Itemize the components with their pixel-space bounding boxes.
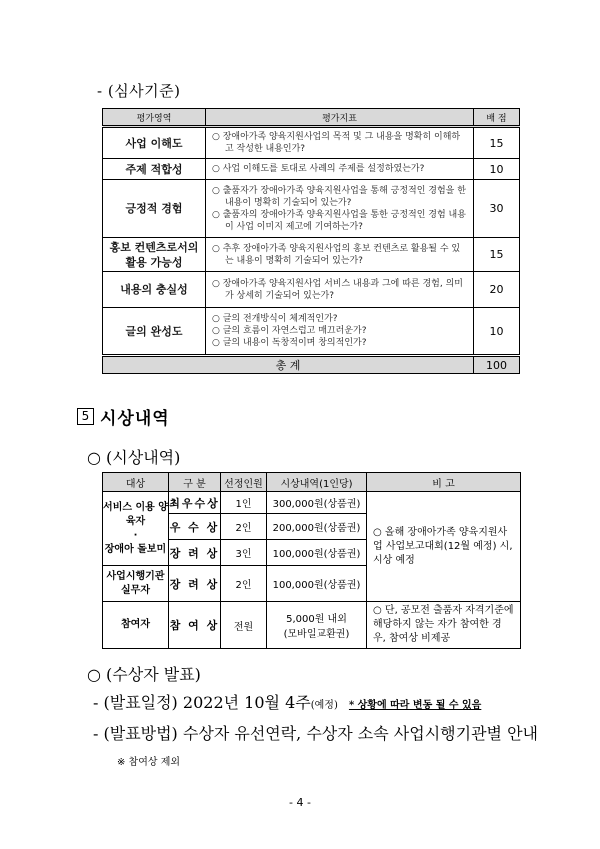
score-cell: 10 xyxy=(474,308,520,356)
target-line: 참여자 xyxy=(121,619,150,630)
awards-heading: ○ (시상내역) xyxy=(87,448,181,467)
category-cell: 최우수상 xyxy=(169,492,221,514)
date-suffix: (예정) xyxy=(310,700,338,711)
section-title: 시상내역 xyxy=(100,409,170,429)
indicator-cell xyxy=(206,272,474,308)
prize-cell xyxy=(267,602,367,649)
participant-note-cell: ○ 단, 공모전 출품자 자격기준에 해당하지 않는 자가 참여한 경우, 참여상 비제공 xyxy=(367,602,521,649)
indicator-item: ○ 사업 이해도를 토대로 사례의 주제를 설정하였는가? xyxy=(212,164,425,174)
total-score: 100 xyxy=(474,356,520,374)
indicator-cell xyxy=(206,308,474,356)
score-cell: 15 xyxy=(474,238,520,272)
target-cell xyxy=(103,566,169,602)
target-cell xyxy=(103,492,169,566)
page-number: - 4 - xyxy=(289,796,311,809)
date-note: * 상황에 따라 변동 될 수 있음 xyxy=(348,700,482,711)
category-cell: 장 려 상 xyxy=(169,540,221,566)
indicator-item: ○ 장애아가족 양육지원사업 서비스 내용과 그에 따른 경험, 의미가 상세히 기술되어 있는가? xyxy=(212,278,463,301)
indicator-item: ○ 글의 흐름이 자연스럽고 매끄러운가? xyxy=(212,326,367,336)
header-indicator: 평가지표 xyxy=(206,109,474,127)
indicator-item: ○ 출품자가 장애아가족 양육지원사업을 통해 긍정적인 경험을 한 내용이 명확히 기술되어 있는가? xyxy=(212,185,466,208)
header-prize: 시상내역(1인당) xyxy=(267,473,367,492)
category-cell: 우 수 상 xyxy=(169,514,221,540)
date-label: - (발표일정) xyxy=(93,693,178,712)
date-value: 2022년 10월 4주 xyxy=(182,693,311,712)
total-row xyxy=(103,356,520,374)
criteria-heading: - (심사기준) xyxy=(97,82,181,100)
category-cell: 참 여 상 xyxy=(169,602,221,649)
header-target: 대상 xyxy=(103,473,169,492)
section-number-box: 5 xyxy=(77,408,94,425)
note-cell: ○ 올해 장애아가족 양육지원사업 사업보고대회(12월 예정) 시, 시상 예정 xyxy=(367,492,521,602)
target-line: · xyxy=(133,529,138,541)
awards-table xyxy=(102,472,521,649)
prize-line: 5,000원 내외 xyxy=(286,614,347,625)
table-row xyxy=(103,180,520,238)
indicator-item: ○ 글의 내용이 독창적이며 창의적인가? xyxy=(212,338,367,348)
header-score: 배 점 xyxy=(474,109,520,127)
area-cell: 홍보 컨텐츠로서의 활용 가능성 xyxy=(103,238,206,272)
total-label: 총 계 xyxy=(103,356,474,374)
target-cell xyxy=(103,602,169,649)
table-row xyxy=(103,602,521,649)
score-cell: 30 xyxy=(474,180,520,238)
target-line: 서비스 이용 양육자 xyxy=(103,501,168,527)
announce-date-line xyxy=(93,690,481,713)
count-cell: 3인 xyxy=(221,540,267,566)
area-cell: 주제 적합성 xyxy=(103,159,206,180)
table-row xyxy=(103,308,520,356)
prize-cell: 100,000원(상품권) xyxy=(267,566,367,602)
indicator-item: ○ 출품자의 장애아가족 양육지원사업을 통한 긍정적인 경험 내용이 사업 이미지 제고에 기여하는가? xyxy=(212,209,466,232)
target-line: 사업시행기관 xyxy=(106,570,165,582)
count-cell: 2인 xyxy=(221,566,267,602)
prize-cell: 100,000원(상품권) xyxy=(267,540,367,566)
score-cell: 20 xyxy=(474,272,520,308)
section-5-heading xyxy=(77,404,170,429)
criteria-header-row xyxy=(103,109,520,127)
table-row xyxy=(103,127,520,159)
criteria-table xyxy=(102,108,520,374)
indicator-item: ○ 장애아가족 양육지원사업의 목적 및 그 내용을 명확히 이해하고 작성한 내용인가? xyxy=(212,132,461,154)
score-cell: 10 xyxy=(474,159,520,180)
count-cell: 2인 xyxy=(221,514,267,540)
prize-cell: 300,000원(상품권) xyxy=(267,492,367,514)
indicator-cell xyxy=(206,159,474,180)
target-line: 장애아 돌보미 xyxy=(104,543,167,555)
area-cell: 긍정적 경험 xyxy=(103,180,206,238)
prize-cell: 200,000원(상품권) xyxy=(267,514,367,540)
table-row xyxy=(103,272,520,308)
indicator-item: ○ 추후 장애아가족 양육지원사업의 홍보 컨텐츠로 활용될 수 있는 내용이 명확히 기술되어 있는가? xyxy=(212,243,461,266)
method-label: - (발표방법) xyxy=(93,724,178,743)
count-cell: 1인 xyxy=(221,492,267,514)
header-area: 평가영역 xyxy=(103,109,206,127)
header-note: 비 고 xyxy=(367,473,521,492)
announce-method-line xyxy=(93,721,538,744)
target-line: 실무자 xyxy=(121,584,150,596)
indicator-item: ○ 글의 전개방식이 체계적인가? xyxy=(212,314,338,324)
awards-header-row xyxy=(103,473,521,492)
score-cell: 15 xyxy=(474,127,520,159)
header-count: 선정인원 xyxy=(221,473,267,492)
table-row xyxy=(103,238,520,272)
exclude-note: ※ 참여상 제외 xyxy=(117,757,181,768)
area-cell: 내용의 충실성 xyxy=(103,272,206,308)
indicator-cell xyxy=(206,238,474,272)
announce-heading: ○ (수상자 발표) xyxy=(87,665,201,684)
prize-line: (모바일교환권) xyxy=(283,629,350,640)
area-cell: 사업 이해도 xyxy=(103,127,206,159)
area-cell: 글의 완성도 xyxy=(103,308,206,356)
table-row xyxy=(103,159,520,180)
category-cell: 장 려 상 xyxy=(169,566,221,602)
indicator-cell xyxy=(206,127,474,159)
method-value: 수상자 유선연락, 수상자 소속 사업시행기관별 안내 xyxy=(182,724,538,743)
indicator-cell xyxy=(206,180,474,238)
count-cell: 전원 xyxy=(221,602,267,649)
table-row xyxy=(103,492,521,514)
header-category: 구 분 xyxy=(169,473,221,492)
